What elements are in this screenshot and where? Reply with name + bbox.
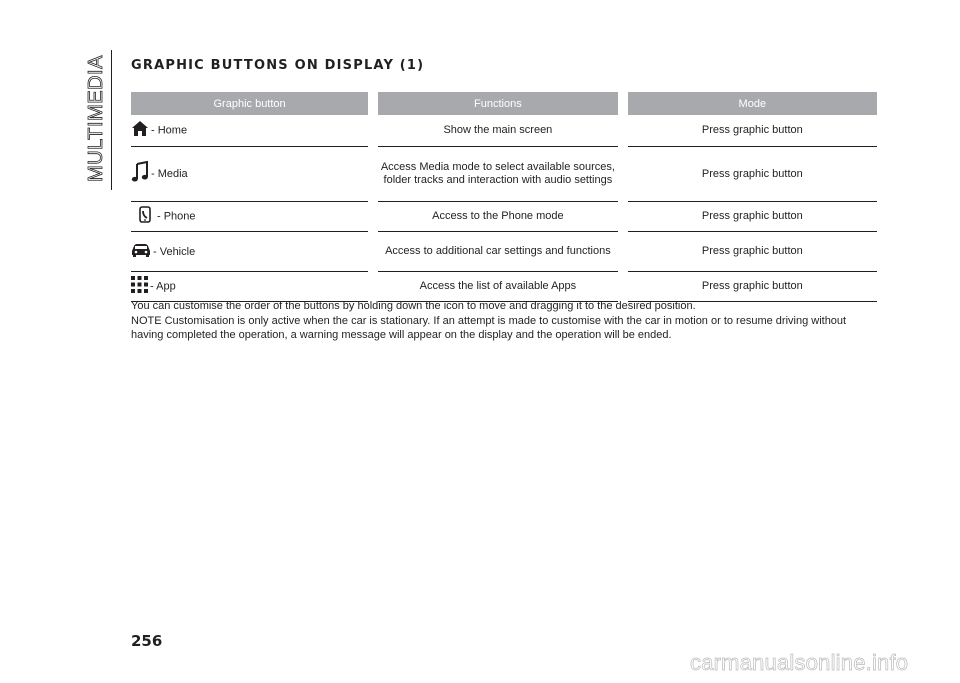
- button-cell: [131, 202, 368, 232]
- button-cell: [131, 147, 368, 202]
- section-tab: [84, 52, 108, 184]
- button-cell: [131, 115, 368, 147]
- watermark: carmanualsonline.info: [690, 650, 909, 675]
- table-row: [131, 272, 877, 302]
- button-label: - Vehicle: [153, 245, 196, 258]
- button-cell: [131, 232, 368, 272]
- mode-cell: Press graphic button: [628, 202, 877, 232]
- table-header-row: [131, 92, 877, 115]
- button-label: - Home: [151, 124, 188, 137]
- function-cell: Access to the Phone mode: [378, 202, 617, 232]
- table-row: [131, 232, 877, 272]
- button-cell: [131, 272, 368, 302]
- phone-icon: [139, 206, 151, 227]
- home-icon: [131, 120, 149, 141]
- note-paragraph: NOTE Customisation is only active when the car is stationary. If an attempt is made to customise with the car in motion or to resume driving without having completed the operation, a warning message will appear on the display and the operation will be ended.: [131, 314, 847, 341]
- mode-cell: Press graphic button: [628, 147, 877, 202]
- function-cell: Access Media mode to select available sources, folder tracks and interaction with audio settings: [378, 147, 617, 202]
- section-tab-label: MULTIMEDIA: [84, 54, 107, 182]
- page-title: GRAPHIC BUTTONS ON DISPLAY (1): [131, 58, 425, 73]
- header-gap: [618, 92, 628, 115]
- button-label: - Media: [151, 167, 188, 180]
- header-graphic-button: Graphic button: [131, 92, 368, 115]
- mode-cell: Press graphic button: [628, 272, 877, 302]
- mode-cell: Press graphic button: [628, 115, 877, 147]
- function-cell: Access the list of available Apps: [378, 272, 617, 302]
- table-row: [131, 115, 877, 147]
- header-gap: [368, 92, 378, 115]
- header-functions: Functions: [378, 92, 617, 115]
- table-row: [131, 147, 877, 202]
- function-cell: Show the main screen: [378, 115, 617, 147]
- mode-cell: Press graphic button: [628, 232, 877, 272]
- function-cell: Access to additional car settings and functions: [378, 232, 617, 272]
- customise-paragraph: You can customise the order of the buttons by holding down the icon to move and dragging it to the desired position.: [131, 300, 696, 312]
- notes-block: [131, 299, 877, 343]
- table-row: [131, 202, 877, 232]
- car-icon: [131, 243, 151, 261]
- graphic-buttons-table: [131, 92, 877, 302]
- section-divider: [111, 50, 112, 190]
- button-label: - Phone: [157, 210, 196, 223]
- button-label: - App: [150, 280, 176, 293]
- header-mode: Mode: [628, 92, 877, 115]
- page-number: 256: [131, 632, 163, 650]
- app-grid-icon: [131, 276, 148, 297]
- music-note-icon: [131, 161, 149, 187]
